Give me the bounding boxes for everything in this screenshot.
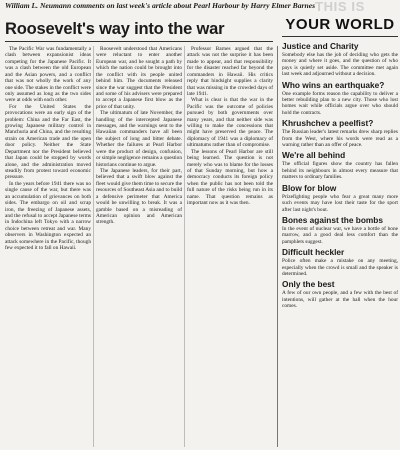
section-body: In the event of nuclear war, we have a bottle of bone marrow, and a good deal less comfort than the pamphlets suggest. — [282, 225, 398, 245]
sidebar-section — [282, 279, 398, 309]
article-headline: Roosevelt's way into the war — [5, 20, 225, 38]
section-heading: Blow for blow — [282, 182, 337, 193]
section-heading: Bones against the bombs — [282, 214, 383, 225]
sidebar-section — [282, 247, 398, 277]
sidebar-header-top: THIS IS — [315, 0, 365, 14]
section-heading: Who wins an earthquake? — [282, 79, 385, 90]
sidebar-section — [282, 41, 398, 78]
sidebar-header: YOUR WORLD — [285, 16, 395, 33]
article-paragraph: The ultimatum of late November, the handling of the intercepted Japanese messages, and the warnings sent to the Hawaiian commanders have all been the subject of long and bitter debate. Whether the failures at Pearl Harbor were the product of design, confusion, or simple negligence remains a question historians continue to argue. — [96, 110, 182, 168]
sidebar-section — [282, 80, 398, 117]
article-paragraph: What is clear is that the war in the Pacific was the outcome of policies pursued by both governments over many years, and that neither side was willing to make the concessions that might have preserved the peace. The diplomacy of 1941 was a diplomacy of ultimatums rather than of compromise. — [187, 97, 273, 149]
article-column-3 — [187, 46, 273, 447]
section-body: Somebody else has the job of deciding who gets the money and where it goes, and the question of who pays is quietly set aside. The committee met again last week and adjourned without a decision. — [282, 52, 398, 78]
section-heading: We're all behind — [282, 150, 346, 161]
sidebar-section — [282, 183, 398, 213]
section-heading: Justice and Charity — [282, 41, 359, 51]
section-body: The Russian leader's latest remarks drew sharp replies from the West, where his words were read as a warning rather than an offer of peace. — [282, 129, 398, 149]
article-paragraph: In the years before 1941 there was no single cause of the war, but there was an accumulation of grievances on both sides. The embargo on oil and scrap iron, the freezing of Japanese assets, and the refusal to accept Japanese terms in Indochina left Tokyo with a narrow choice between retreat and war. Many observers in Washington expected an attack somewhere in the Pacific, though few expected it to fall on Hawaii. — [5, 180, 91, 252]
section-heading: Khrushchev a peelfist? — [282, 118, 374, 129]
article-paragraph: Professor Barnes argued that the attack was not the surprise it has been made to appear, and that responsibility for the disaster reached far beyond the commanders in Hawaii. His critics reply that hindsight supplies a clarity that was missing in the crowded days of late 1941. — [187, 46, 273, 97]
section-body: A few of our own people, and a few with the best of intentions, will gather at the hall when the hour comes. — [282, 290, 398, 310]
article-column-2 — [96, 46, 182, 447]
article-column-1 — [5, 46, 91, 447]
section-heading: Difficult heckler — [282, 247, 345, 258]
column-divider — [93, 46, 94, 447]
article-credit: William L. Neumann comments on last week's article about Pearl Harbour by Harry Elmer Barnes — [5, 1, 316, 10]
section-heading: Only the best — [282, 279, 335, 290]
sidebar-header-rule — [282, 36, 398, 37]
headline-rule — [5, 41, 273, 42]
sidebar-divider — [277, 46, 278, 447]
article-paragraph: Roosevelt understood that Americans were reluctant to enter another European war, and he sought a path by which the nation could be brought into the conflict with its people united behind him. The documents released since the war suggest that the President and some of his advisers were prepared to accept a Japanese first blow as the price of that unity. — [96, 46, 182, 110]
article-paragraph: The lessons of Pearl Harbor are still being learned. The question is not merely who was to blame for the losses of that Sunday morning, but how a democracy conducts its foreign policy when the public has not been told the full nature of the risks being run in its name. That question remains as important now as it was then. — [187, 148, 273, 207]
sidebar-column — [282, 39, 398, 447]
section-body: One example forms reason the capability to deliver a better rebuilding plan to a new city. Those who lost homes wait while officials argue over who should hold the contracts. — [282, 90, 398, 116]
section-body: Prizefighting people who fear a great many more such events may have lost their taste for the sport after last night's bout. — [282, 193, 398, 213]
article-paragraph: The Pacific War was fundamentally a clash between expansionist ideas competing for the Japanese Pacific. It was a clash between the old European and the Asian powers, and a conflict that was not wholly the work of any one side. The stakes in the conflict were only assumed as long as the two sides were at odds with each other. — [5, 46, 91, 104]
article-paragraph: The Japanese leaders, for their part, believed that a swift blow against the fleet would give them time to secure the resources of Southeast Asia and to build a defensive perimeter that America would be unwilling to break. It was a gamble based on a misreading of American opinion and American strength. — [96, 168, 182, 226]
sidebar-section — [282, 215, 398, 245]
article-paragraph: For the United States the provocations were an early sign of the problem: China and the Far East, the growing Japanese military control in Manchuria and China, and the resulting strain on American trade and the open door policy. Neither the State Department nor the President believed that Japan could be stopped by words alone, and the administration moved steadily from protest toward economic pressure. — [5, 103, 91, 181]
sidebar-section — [282, 118, 398, 148]
column-divider — [184, 46, 185, 447]
sidebar-section — [282, 150, 398, 180]
section-body: The official figures show the country has fallen behind its neighbours in almost every measure that matters to ordinary families. — [282, 161, 398, 181]
section-body: Police often make a mistake on any meeting, especially when the crowd is small and the speaker is determined. — [282, 258, 398, 277]
